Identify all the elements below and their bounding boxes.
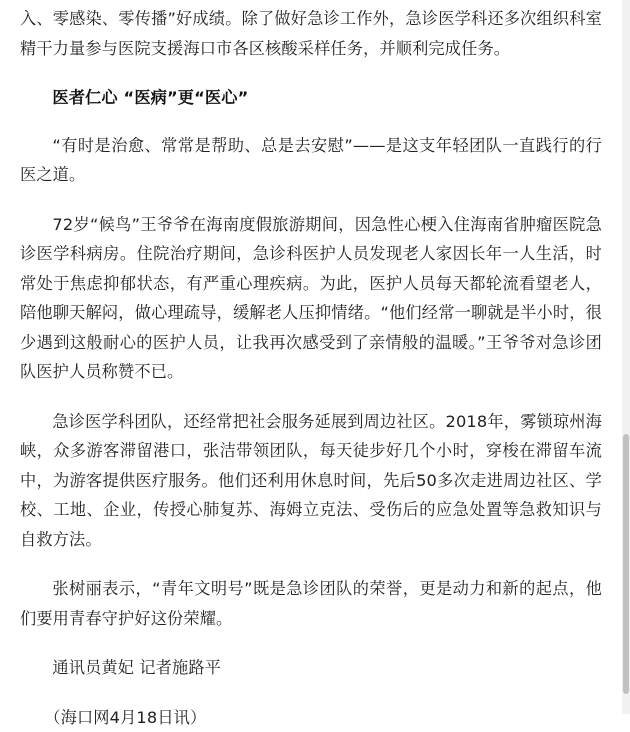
section-subheading: 医者仁心 “医病”更“医心” [20,83,602,113]
article-byline: 通讯员黄妃 记者施路平 [20,653,602,683]
article-paragraph-closing: 张树丽表示，“青年文明号”既是急诊团队的荣誉，更是动力和新的起点，他们要用青春守护好这份荣耀。 [20,574,602,633]
article-paragraph-patient-story: 72岁“候鸟”王爷爷在海南度假旅游期间，因急性心梗入住海南省肿瘤医院急诊医学科病房。住院治疗期间，急诊科医护人员发现老人家因长年一人生活，时常处于焦虑抑郁状态，有严重心理疾病。为此，医护人员每天都轮流看望老人，陪他聊天解闷，做心理疏导，缓解老人压抑情绪。“他们经常一聊就是半小时，很少遇到这般耐心的医护人员，让我再次感受到了亲情般的温暖。”王爷爷对急诊团队医护人员称赞不已。 [20,210,602,387]
article-paragraph-quote: “有时是治愈、常常是帮助、总是去安慰”——是这支年轻团队一直践行的行医之道。 [20,131,602,190]
vertical-scrollbar[interactable] [622,0,630,714]
article-dateline: （海口网4月18日讯） [20,703,602,732]
article-paragraph-community-service: 急诊医学科团队，还经常把社会服务延展到周边社区。2018年，雾锁琼州海峡，众多游客滞留港口，张洁带领团队，每天徒步好几个小时，穿梭在滞留车流中，为游客提供医疗服务。他们还利用休息时间，先后50多次走进周边社区、学校、工地、企业，传授心肺复苏、海姆立克法、受伤后的应急处置等急救知识与自救方法。 [20,407,602,555]
article-paragraph-intro: 入、零感染、零传播”好成绩。除了做好急诊工作外，急诊医学科还多次组织科室精干力量参与医院支援海口市各区核酸采样任务，并顺利完成任务。 [20,4,602,63]
scrollbar-thumb[interactable] [623,434,629,694]
